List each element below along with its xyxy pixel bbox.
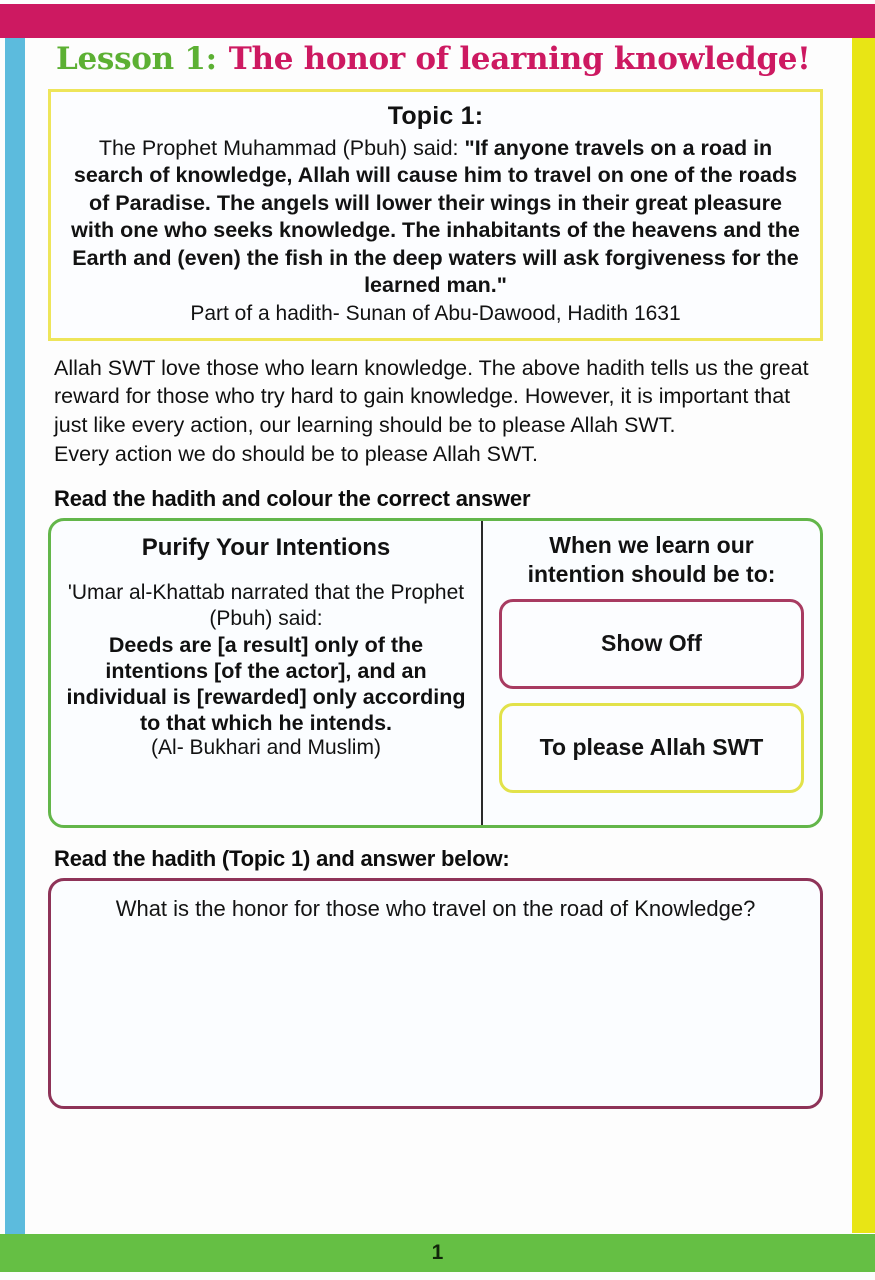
- activity-box: [48, 518, 823, 828]
- answer-box[interactable]: [48, 878, 823, 1109]
- topic-hadith: [65, 135, 806, 300]
- activity-instruction: Read the hadith and colour the correct answer: [54, 486, 531, 512]
- topic-hadith-quote: "If anyone travels on a road in search of knowledge, Allah will cause him to travel on one of the roads of Paradise. The angels will lower their wings in their great pleasure with one who seeks knowledge. The inhabitants of the heavens and the Earth and (even) the fish in the deep waters will ask forgiveness for the learned man.": [71, 135, 800, 298]
- intro-paragraph-2: Every action we do should be to please Allah SWT.: [54, 441, 539, 466]
- purify-intentions-title: Purify Your Intentions: [141, 534, 391, 562]
- left-edge-stripe: [5, 38, 25, 1235]
- page-number: 1: [431, 1241, 444, 1264]
- option-please-allah[interactable]: To please Allah SWT: [499, 703, 804, 793]
- intention-choice-panel: [483, 521, 820, 825]
- lesson-number: Lesson 1:: [56, 41, 217, 77]
- purify-intentions-source: (Al- Bukhari and Muslim): [151, 736, 381, 760]
- intention-choice-title: When we learn our intention should be to:: [527, 532, 776, 587]
- lesson-title: [56, 42, 828, 78]
- top-color-bar: [0, 4, 875, 38]
- topic-box: [48, 89, 823, 341]
- right-edge-stripe: [852, 38, 875, 1233]
- intro-paragraph-1: Allah SWT love those who learn knowledge. The above hadith tells us the great reward for those who try hard to gain knowledge. However, it is important that just like every action, our learning should be to please Allah SWT.: [54, 355, 809, 437]
- answer-question: What is the honor for those who travel on the road of Knowledge?: [115, 896, 756, 922]
- topic-hadith-intro: The Prophet Muhammad (Pbuh) said:: [98, 135, 465, 160]
- topic-heading: Topic 1:: [387, 101, 484, 130]
- answer-instruction: Read the hadith (Topic 1) and answer below:: [54, 846, 510, 872]
- purify-intentions-hadith: Deeds are [a result] only of the intentions [of the actor], and an individual is [rewarded] only according to that which he intends.: [66, 632, 466, 736]
- page-content: [48, 42, 828, 1109]
- purify-intentions-narration: 'Umar al-Khattab narrated that the Prophet (Pbuh) said:: [67, 581, 465, 630]
- purify-intentions-panel: [51, 521, 481, 825]
- intro-paragraph: [54, 354, 814, 468]
- lesson-name: The honor of learning knowledge!: [228, 41, 811, 77]
- topic-source: Part of a hadith- Sunan of Abu-Dawood, Hadith 1631: [190, 301, 681, 325]
- option-show-off[interactable]: Show Off: [499, 599, 804, 689]
